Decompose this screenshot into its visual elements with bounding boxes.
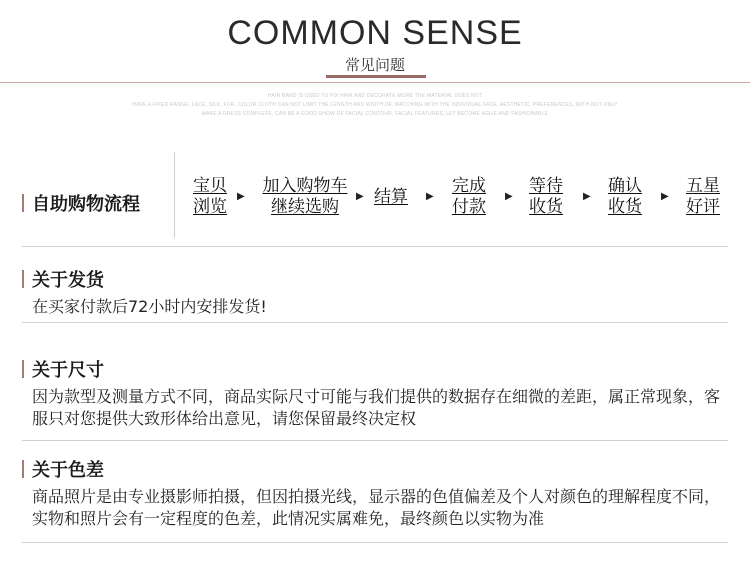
step-line: 确认 — [608, 176, 642, 196]
arrow-icon: ▶ — [661, 191, 669, 202]
section-divider — [22, 542, 728, 543]
section-heading-color — [22, 456, 104, 482]
section-body-color: 商品照片是由专业摄影师拍摄，但因拍摄光线，显示器的色值偏差及个人对颜色的理解程度不同，实物和照片会有一定程度的色差，此情况实属难免，最终颜色以实物为准 — [32, 487, 721, 528]
section-divider — [22, 322, 728, 323]
section-title: 关于尺寸 — [32, 360, 104, 381]
step-line: 加入购物车 — [262, 176, 348, 196]
step-line: 结算 — [374, 187, 408, 207]
step-line: 宝贝 — [193, 176, 227, 196]
step-checkout[interactable] — [370, 187, 412, 208]
step-line: 付款 — [452, 197, 486, 217]
section-heading-shipping — [22, 266, 104, 292]
section-divider — [22, 440, 728, 441]
step-line: 等待 — [529, 176, 563, 196]
step-confirm-receipt[interactable] — [602, 176, 648, 218]
step-add-to-cart[interactable] — [255, 176, 355, 218]
section-marker — [22, 194, 24, 212]
step-await-delivery[interactable] — [523, 176, 569, 218]
step-line: 五星 — [686, 176, 720, 196]
step-line: 浏览 — [193, 197, 227, 217]
section-title: 关于发货 — [32, 270, 104, 291]
shopping-flow — [0, 150, 750, 240]
title-underline — [326, 75, 426, 78]
step-line: 完成 — [452, 176, 486, 196]
step-line: 继续选购 — [271, 197, 339, 217]
step-line: 好评 — [686, 197, 720, 217]
step-line: 收货 — [529, 197, 563, 217]
arrow-icon: ▶ — [356, 191, 364, 202]
section-title: 关于色差 — [32, 460, 104, 481]
section-divider — [22, 246, 728, 247]
section-body-shipping: 在买家付款后72小时内安排发货! — [32, 297, 267, 316]
fineprint-line-1: HAIR BAND IS USED TO FIX HAIR AND DECORATE MORE THE MATERIAL DOES NOT — [267, 93, 483, 99]
page-title-cn: 常见问题 — [344, 56, 405, 74]
page-title-en: COMMON SENSE — [227, 14, 523, 52]
arrow-icon: ▶ — [583, 191, 591, 202]
arrow-icon: ▶ — [426, 191, 434, 202]
step-line: 收货 — [608, 197, 642, 217]
fineprint-line-2: HAVE A FIXED RANGE, LACE, SILK, FUR, COLOR CLOTH CAN NOT LIMIT THE LENGTH AND WIDTH OF, MATCHING WITH THE INDIVIDUAL FACE, AESTHETIC, PREFERENCES, WITH NOT ONLY — [132, 102, 618, 108]
flow-divider — [174, 152, 175, 238]
flow-title: 自助购物流程 — [32, 194, 140, 215]
fineprint-line-3: MAKE A DRESS COMPLETE, CAN BE A GOOD SHOW OF FACIAL CONTOUR, FACIAL FEATURES, LET BECOME AGILE AND FASHIONABLE — [201, 111, 549, 117]
section-marker — [22, 360, 24, 378]
section-heading-size — [22, 356, 104, 382]
flow-heading — [22, 190, 140, 216]
section-body-size: 因为款型及测量方式不同，商品实际尺寸可能与我们提供的数据存在细微的差距，属正常现象，客服只对您提供大致形体给出意见，请您保留最终决定权 — [32, 387, 721, 428]
arrow-icon: ▶ — [237, 191, 245, 202]
step-payment[interactable] — [446, 176, 492, 218]
step-five-star-review[interactable] — [680, 176, 726, 218]
arrow-icon: ▶ — [505, 191, 513, 202]
header — [0, 0, 750, 84]
section-marker — [22, 270, 24, 288]
header-divider — [0, 82, 750, 83]
step-browse[interactable] — [186, 176, 234, 218]
section-marker — [22, 460, 24, 478]
